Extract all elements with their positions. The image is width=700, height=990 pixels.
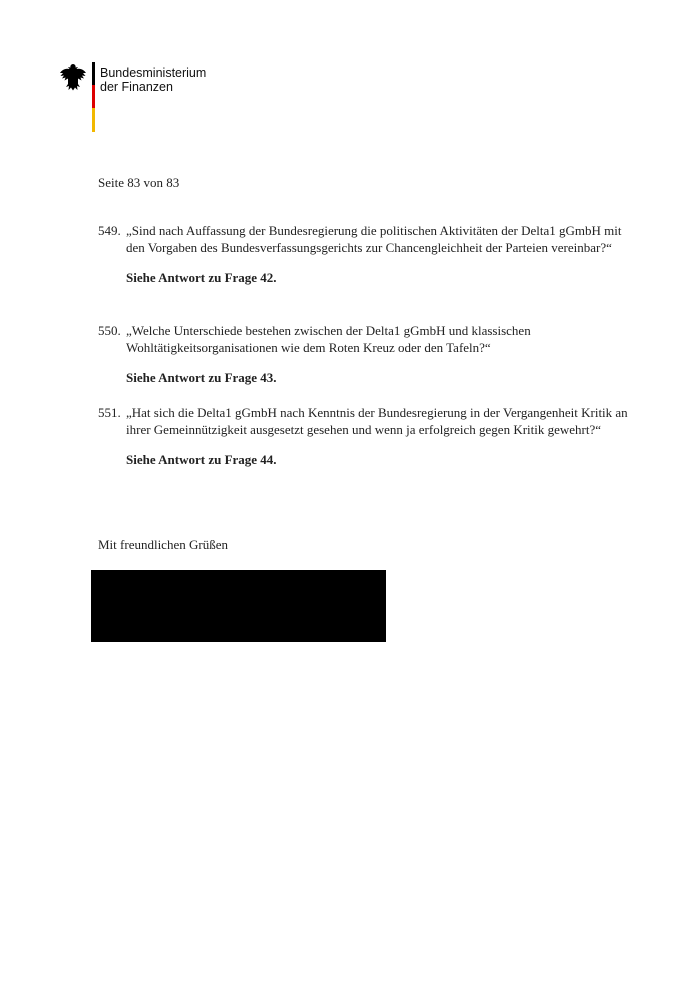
answer-text: Siehe Antwort zu Frage 42. [126,270,277,285]
answer-text: Siehe Antwort zu Frage 44. [126,452,277,467]
ministry-name-line1: Bundesministerium [100,66,207,80]
question-item [98,404,638,468]
page-number: Seite 83 von 83 [98,175,180,190]
question-text: „Hat sich die Delta1 gGmbH nach Kenntnis der Bundesregierung in der Vergangenheit Kritik an ihrer Gemeinnützigkeit ausgesetzt gesehen und wenn ja erfolgreich gegen Kritik gewehrt?“ [126,405,628,437]
federal-eagle-icon [59,62,87,92]
ministry-logo [59,62,219,134]
redacted-signature [91,570,386,642]
question-item [98,322,638,386]
question-text: „Welche Unterschiede bestehen zwischen der Delta1 gGmbH und klassischen Wohltätigkeitsorganisationen wie dem Roten Kreuz oder den Tafeln?“ [126,323,531,355]
ministry-name [100,66,206,94]
question-number: 550. [98,323,121,338]
question-number: 549. [98,223,121,238]
answer-text: Siehe Antwort zu Frage 43. [126,370,277,385]
closing-salutation: Mit freundlichen Grüßen [98,537,228,552]
flag-stripe [92,62,95,132]
question-item [98,222,638,286]
ministry-name-line2: der Finanzen [100,80,173,94]
question-text: „Sind nach Auffassung der Bundesregierung die politischen Aktivitäten der Delta1 gGmbH mit den Vorgaben des Bundesverfassungsgerichts zur Chancengleichheit der Parteien vereinbar?“ [126,223,622,255]
question-number: 551. [98,405,121,420]
